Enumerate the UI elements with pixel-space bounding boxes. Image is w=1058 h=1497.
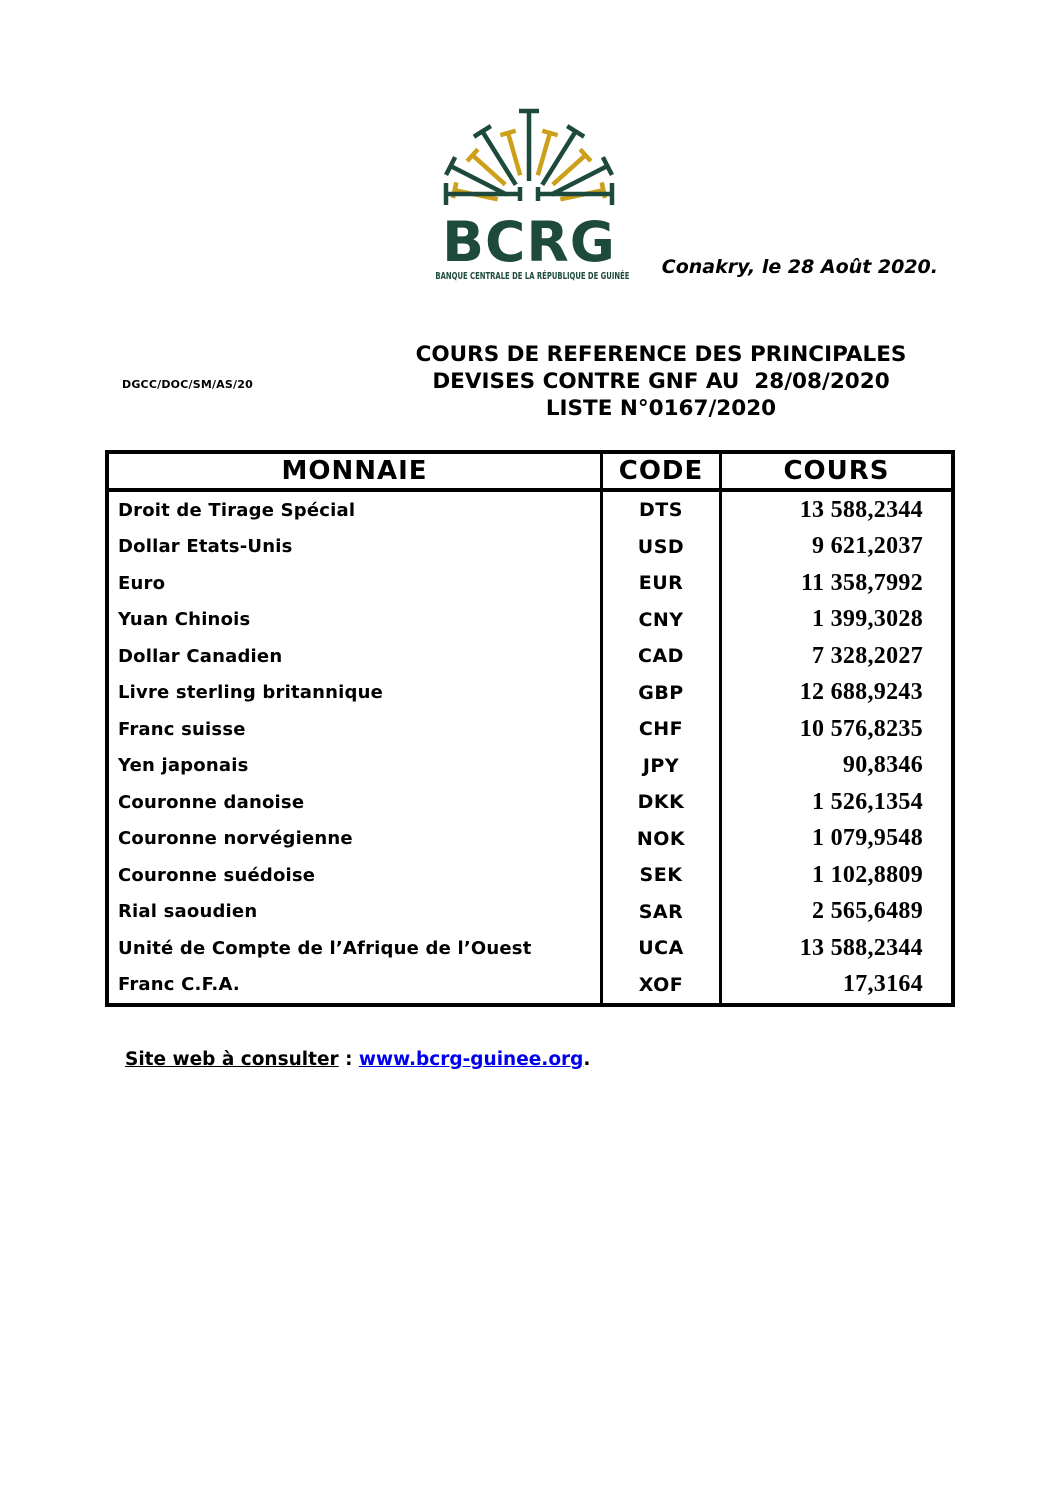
cell-cours: 1 526,1354 xyxy=(812,788,923,815)
cell-cours: 90,8346 xyxy=(842,752,923,779)
cell-code: CNY xyxy=(603,602,722,639)
website-period: . xyxy=(583,1049,591,1070)
cell-monnaie: Yen japonais xyxy=(109,748,603,785)
cell-cours: 13 588,2344 xyxy=(799,934,923,961)
date-line: Conakry, le 28 Août 2020. xyxy=(661,256,938,278)
table-row xyxy=(109,748,951,785)
website-separator: : xyxy=(338,1049,359,1070)
document-title-line3: LISTE N°0167/2020 xyxy=(545,396,777,421)
table-row xyxy=(109,857,951,894)
table-row xyxy=(109,894,951,931)
cell-code: SEK xyxy=(603,857,722,894)
cell-cours: 11 358,7992 xyxy=(801,569,923,596)
bcrg-logo xyxy=(399,64,659,282)
cell-monnaie: Rial saoudien xyxy=(109,894,603,931)
cell-monnaie: Franc C.F.A. xyxy=(109,967,603,1004)
table-row xyxy=(109,930,951,967)
logo-fan-icon xyxy=(434,64,624,214)
cell-monnaie: Couronne danoise xyxy=(109,784,603,821)
cell-code: CAD xyxy=(603,638,722,675)
cell-code: JPY xyxy=(603,748,722,785)
cell-monnaie: Dollar Canadien xyxy=(109,638,603,675)
cell-monnaie: Livre sterling britannique xyxy=(109,675,603,712)
table-row xyxy=(109,602,951,639)
document-title-line1: COURS DE REFERENCE DES PRINCIPALES xyxy=(415,342,907,367)
cell-monnaie: Yuan Chinois xyxy=(109,602,603,639)
cell-cours: 17,3164 xyxy=(842,971,923,998)
table-body xyxy=(109,492,951,1003)
cell-monnaie: Franc suisse xyxy=(109,711,603,748)
table-row xyxy=(109,821,951,858)
table-row xyxy=(109,529,951,566)
cell-monnaie: Droit de Tirage Spécial xyxy=(109,492,603,529)
logo-acronym: BCRG xyxy=(442,210,616,274)
table-row xyxy=(109,638,951,675)
cell-code: SAR xyxy=(603,894,722,931)
cell-code: DKK xyxy=(603,784,722,821)
cell-cours: 1 399,3028 xyxy=(812,606,923,633)
table-header-monnaie: MONNAIE xyxy=(109,454,603,488)
table-header-cours: COURS xyxy=(783,456,890,486)
cell-monnaie: Unité de Compte de l’Afrique de l’Ouest xyxy=(109,930,603,967)
table-row xyxy=(109,711,951,748)
cell-cours: 2 565,6489 xyxy=(812,898,923,925)
table-row xyxy=(109,967,951,1004)
cell-cours: 13 588,2344 xyxy=(799,496,923,523)
cell-cours: 12 688,9243 xyxy=(799,679,923,706)
document-title-line2: DEVISES CONTRE GNF AU 28/08/2020 xyxy=(432,369,890,394)
table-row xyxy=(109,565,951,602)
cell-code: GBP xyxy=(603,675,722,712)
cell-monnaie: Dollar Etats-Unis xyxy=(109,529,603,566)
cell-monnaie: Euro xyxy=(109,565,603,602)
cell-monnaie: Couronne suédoise xyxy=(109,857,603,894)
cell-cours: 1 079,9548 xyxy=(812,825,923,852)
website-line xyxy=(125,1049,590,1070)
cell-cours: 9 621,2037 xyxy=(812,533,923,560)
cell-cours: 10 576,8235 xyxy=(799,715,923,742)
logo-tagline: BANQUE CENTRALE DE LA RÉPUBLIQUE DE GUINÉE xyxy=(435,271,630,282)
cell-code: NOK xyxy=(603,821,722,858)
website-link[interactable]: www.bcrg-guinee.org xyxy=(358,1049,584,1070)
cell-code: UCA xyxy=(603,930,722,967)
website-label: Site web à consulter xyxy=(125,1049,339,1070)
rates-table xyxy=(105,450,955,1007)
cell-monnaie: Couronne norvégienne xyxy=(109,821,603,858)
table-header-row xyxy=(109,454,951,492)
cell-code: DTS xyxy=(603,492,722,529)
cell-cours: 7 328,2027 xyxy=(812,642,923,669)
table-header-code: CODE xyxy=(603,454,722,488)
table-row xyxy=(109,675,951,712)
cell-cours: 1 102,8809 xyxy=(812,861,923,888)
cell-code: CHF xyxy=(603,711,722,748)
table-row xyxy=(109,784,951,821)
cell-code: EUR xyxy=(603,565,722,602)
cell-code: USD xyxy=(603,529,722,566)
table-row xyxy=(109,492,951,529)
reference-code: DGCC/DOC/SM/AS/20 xyxy=(122,378,253,391)
cell-code: XOF xyxy=(603,967,722,1004)
document-title xyxy=(365,341,957,422)
